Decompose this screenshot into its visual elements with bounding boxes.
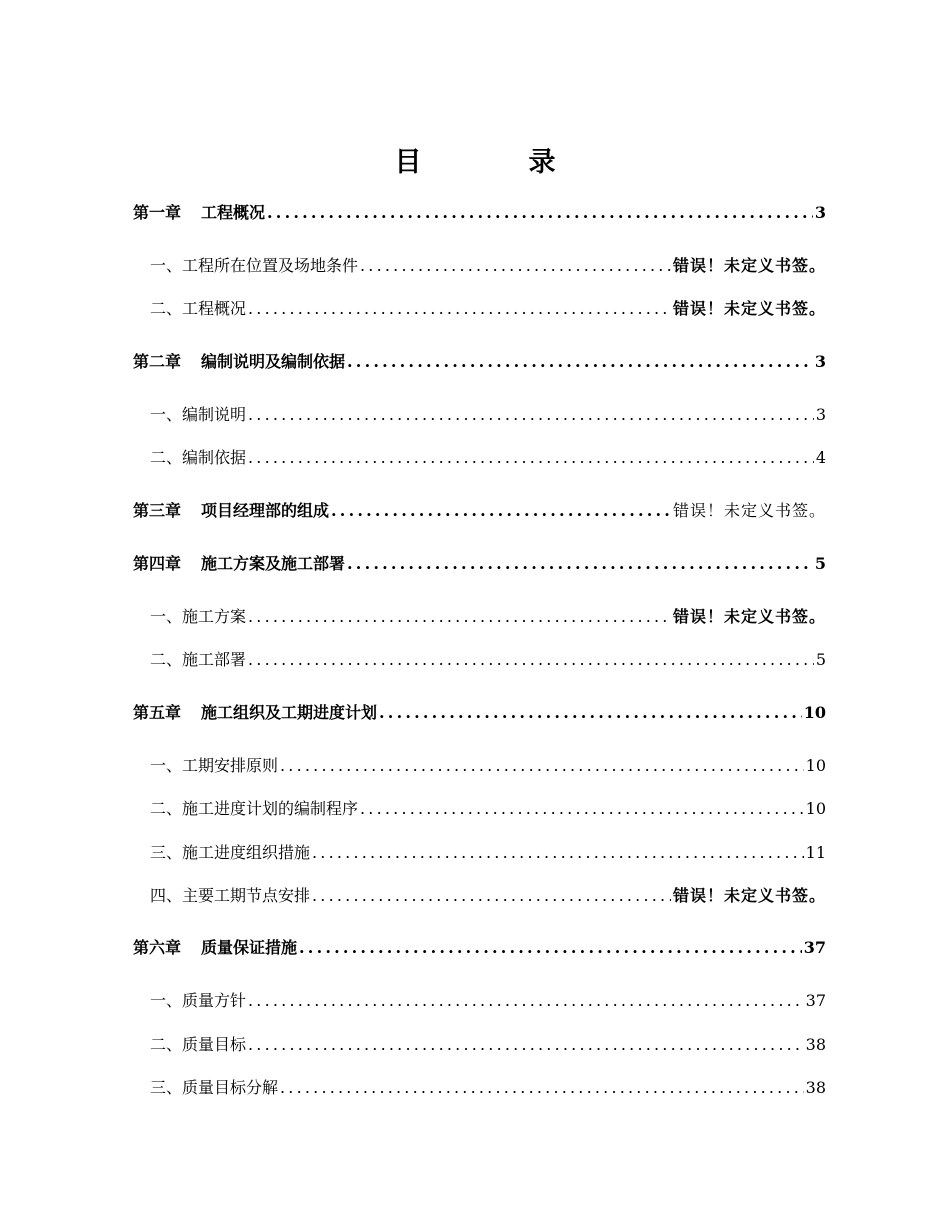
page-number: 错误！未定义书签。 — [672, 256, 826, 275]
toc-entry-chapter-6[interactable] — [133, 935, 826, 958]
dot-leader — [280, 756, 804, 775]
page-number: 错误！未定义书签。 — [672, 607, 826, 626]
toc-entry-section[interactable] — [150, 883, 826, 906]
chapter-number: 第三章 — [133, 501, 182, 520]
chapter-number: 第六章 — [133, 938, 182, 957]
entry-title: 质量保证措施 — [201, 938, 298, 957]
dot-leader — [280, 1078, 804, 1097]
entry-title: 三、质量目标分解 — [150, 1078, 279, 1097]
page-number: 10 — [803, 703, 826, 722]
dot-leader — [312, 886, 671, 905]
page-number: 3 — [814, 203, 826, 222]
entry-title: 项目经理部的组成 — [201, 501, 330, 520]
chapter-number: 第五章 — [133, 703, 182, 722]
page-number: 错误！未定义书签。 — [672, 501, 826, 520]
page-number: 3 — [815, 405, 826, 424]
toc-entry-chapter-3[interactable] — [133, 498, 826, 521]
dot-leader — [331, 501, 671, 520]
entry-title: 二、编制依据 — [150, 448, 247, 467]
toc-entry-section[interactable] — [150, 402, 826, 425]
entry-title: 工程概况 — [201, 203, 266, 222]
entry-title: 二、工程概况 — [150, 299, 247, 318]
page-number: 37 — [805, 991, 826, 1010]
toc-entry-section[interactable] — [150, 753, 826, 776]
entry-title: 二、施工部署 — [150, 650, 247, 669]
toc-entry-section[interactable] — [150, 604, 826, 627]
toc-entry-section[interactable] — [150, 253, 826, 276]
page-number: 38 — [805, 1078, 826, 1097]
page-number: 5 — [815, 650, 826, 669]
page-number: 10 — [805, 756, 826, 775]
page-number: 11 — [805, 843, 826, 862]
entry-title: 二、质量目标 — [150, 1035, 247, 1054]
dot-leader — [360, 799, 804, 818]
page-number: 错误！未定义书签。 — [672, 299, 826, 318]
chapter-number: 第二章 — [133, 352, 182, 371]
toc-entry-chapter-4[interactable] — [133, 551, 826, 574]
toc-entry-section[interactable] — [150, 1075, 826, 1098]
toc-entry-section[interactable] — [150, 988, 826, 1011]
toc-entry-section[interactable] — [150, 840, 826, 863]
entry-title: 一、编制说明 — [150, 405, 247, 424]
dot-leader — [248, 405, 814, 424]
page-number: 4 — [815, 448, 826, 467]
entry-title: 编制说明及编制依据 — [201, 352, 346, 371]
entry-title: 三、施工进度组织措施 — [150, 843, 311, 862]
toc-entry-section[interactable] — [150, 1032, 826, 1055]
toc-entry-chapter-1[interactable] — [133, 200, 826, 223]
entry-title: 一、施工方案 — [150, 607, 247, 626]
chapter-number: 第四章 — [133, 554, 182, 573]
dot-leader — [347, 554, 813, 573]
dot-leader — [312, 843, 804, 862]
page-number: 5 — [814, 554, 826, 573]
dot-leader — [248, 607, 671, 626]
dot-leader — [248, 448, 814, 467]
toc-entry-chapter-5[interactable] — [133, 700, 826, 723]
entry-title: 一、工期安排原则 — [150, 756, 279, 775]
toc-entry-section[interactable] — [150, 445, 826, 468]
toc-entry-section[interactable] — [150, 296, 826, 319]
entry-title: 二、施工进度计划的编制程序 — [150, 799, 359, 818]
dot-leader — [360, 256, 671, 275]
entry-title: 四、主要工期节点安排 — [150, 886, 311, 905]
page-number: 37 — [803, 938, 826, 957]
dot-leader — [267, 203, 813, 222]
toc-entry-chapter-2[interactable] — [133, 349, 826, 372]
dot-leader — [248, 299, 671, 318]
toc-entry-section[interactable] — [150, 796, 826, 819]
entry-title: 施工方案及施工部署 — [201, 554, 346, 573]
page-title: 目 录 — [394, 147, 596, 178]
dot-leader — [379, 703, 802, 722]
page-number: 错误！未定义书签。 — [672, 886, 826, 905]
dot-leader — [248, 650, 814, 669]
dot-leader — [299, 938, 802, 957]
chapter-number: 第一章 — [133, 203, 182, 222]
dot-leader — [248, 991, 804, 1010]
page-number: 3 — [814, 352, 826, 371]
entry-title: 施工组织及工期进度计划 — [201, 703, 378, 722]
toc-entry-section[interactable] — [150, 647, 826, 670]
page-number: 38 — [805, 1035, 826, 1054]
entry-title: 一、质量方针 — [150, 991, 247, 1010]
dot-leader — [248, 1035, 804, 1054]
dot-leader — [347, 352, 813, 371]
entry-title: 一、工程所在位置及场地条件 — [150, 256, 359, 275]
page-number: 10 — [805, 799, 826, 818]
